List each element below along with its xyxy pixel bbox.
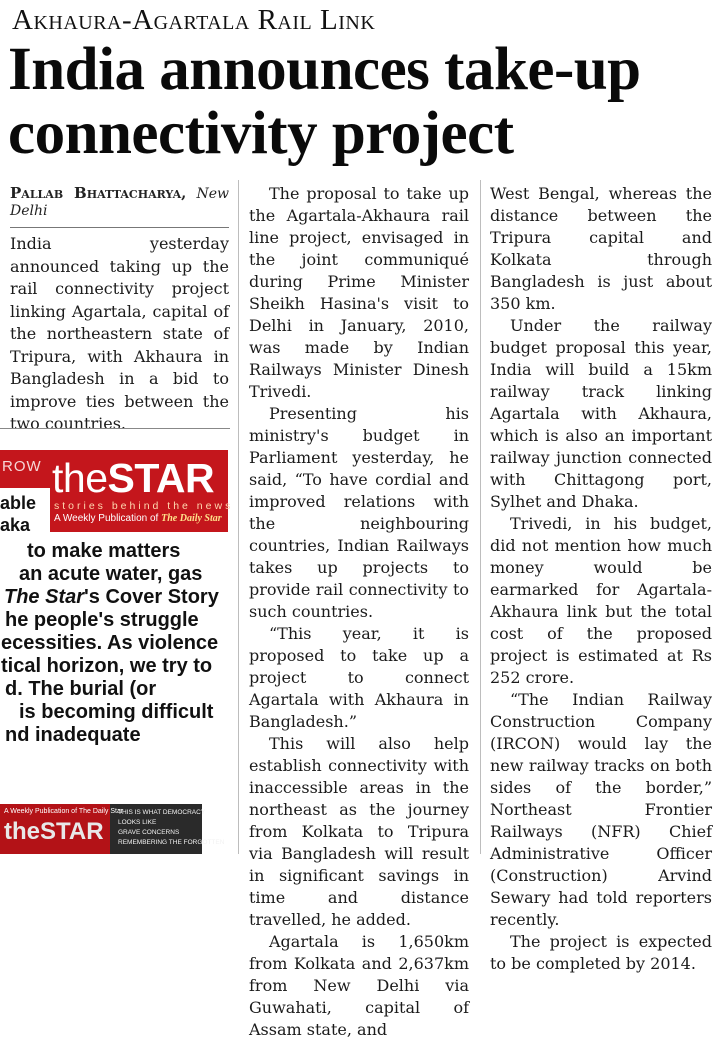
advert-line: an acute water, gas [19,563,203,585]
paragraph: The project is expected to be completed by 2014. [490,932,712,973]
advert-side-text [0,492,36,536]
cover-headline: LOOKS LIKE [118,819,157,826]
byline [10,185,229,220]
advert-line: to make matters [27,540,181,562]
advert-line: d. The burial (or [5,678,157,700]
advert-line [0,586,221,609]
advert-line: nd inadequate [5,724,141,746]
article-kicker: Akhaura-Agartala Rail Link [12,4,376,36]
cover-masthead [0,804,124,854]
article-column-1 [10,185,229,436]
byline-author: Pallab Bhattacharya, [10,184,187,202]
magazine-cover-thumbnail[interactable] [0,804,225,854]
advert-line: ecessities. As violence [1,632,219,654]
paragraph: “This year, it is proposed to take up a project to connect Agartala with Akhaura in Bangladesh.” [249,624,469,731]
cover-headline: REMEMBERING THE FORGOTTEN [118,839,225,846]
publication-prefix: A Weekly Publication of [54,513,159,524]
cover-headline: THIS IS WHAT DEMOCRACY [118,809,206,816]
star-logo [52,454,214,502]
cover-logo: theSTAR [4,818,104,845]
column-divider [238,180,239,854]
star-logo-star: STAR [107,455,215,501]
paragraph: Trivedi, in his budget, did not mention how much money would be earmarked for Agartala-Akhaura link but the total cost of the proposed project is estimated at Rs 252 crore. [490,514,712,687]
advert-row-label: ROW [2,458,42,475]
advert-line: tical horizon, we try to [1,655,213,677]
advert-side-line: able [0,493,37,513]
star-logo-the: the [52,455,108,501]
column-divider [480,180,481,854]
article-headline: India announces take-up connectivity project [8,36,641,167]
star-name-italic: The Star [4,586,85,608]
daily-star-name: The Daily Star [161,513,222,524]
advert-body-text [0,540,221,747]
paragraph: Presenting his ministry's budget in Parliament yesterday, he said, “To have cordial and improved relations with the neighbouring countries, Indian Railways takes up projects to provide rail connectivity to such countries. [249,404,469,621]
article-column-2 [249,183,469,1041]
paragraph: Under the railway budget proposal this year, India will build a 15km railway track linking Agartala with Akhaura, which is also an important railway junction connected with Chittagong port, Sylhet and Dhaka. [490,316,712,511]
cover-publication: A Weekly Publication of The Daily Star [4,808,124,815]
lead-rule [0,428,230,429]
paragraph: This will also help establish connectivity with inaccessible areas in the northeast as the journey from Kolkata to Tripura via Bangladesh will result in significant savings in time and distance travelled, he added. [249,734,469,929]
byline-location: New Delhi [10,186,229,219]
paragraph: “The Indian Railway Construction Company (IRCON) would lay the new railway tracks on both sides of the border,” Northeast Frontier Railways (NFR) Chief Administrative Officer (Construction) Arvind Sewary had told reporters recently. [490,690,712,929]
article-column-3 [490,183,712,975]
star-magazine-advert[interactable] [0,448,232,854]
star-publication-line [54,513,222,524]
byline-rule [10,227,229,228]
advert-line-rest: 's Cover Story [84,586,219,608]
paragraph: The proposal to take up the Agartala-Akhaura rail line project, envisaged in the joint communiqué during Prime Minister Sheikh Hasina's visit to Delhi in January, 2010, was made by Indian Railways Minister Dinesh Trivedi. [249,184,469,401]
advert-line: he people's struggle [5,609,199,631]
cover-headline: GRAVE CONCERNS [118,829,180,836]
article-lead: India yesterday announced taking up the rail connectivity project linking Agartala, capital of the northeastern state of Tripura, with Akhaura in Bangladesh in a bid to improve ties between the two countries. [10,234,229,433]
advert-side-line: aka [0,515,31,535]
star-tagline: stories behind the news [54,500,234,512]
paragraph: Agartala is 1,650km from Kolkata and 2,637km from New Delhi via Guwahati, capital of Assam state, and [249,932,469,1039]
cover-headlines [118,808,225,848]
advert-line: is becoming difficult [19,701,214,723]
paragraph: West Bengal, whereas the distance between the Tripura capital and Kolkata through Bangladesh is just about 350 km. [490,184,712,313]
